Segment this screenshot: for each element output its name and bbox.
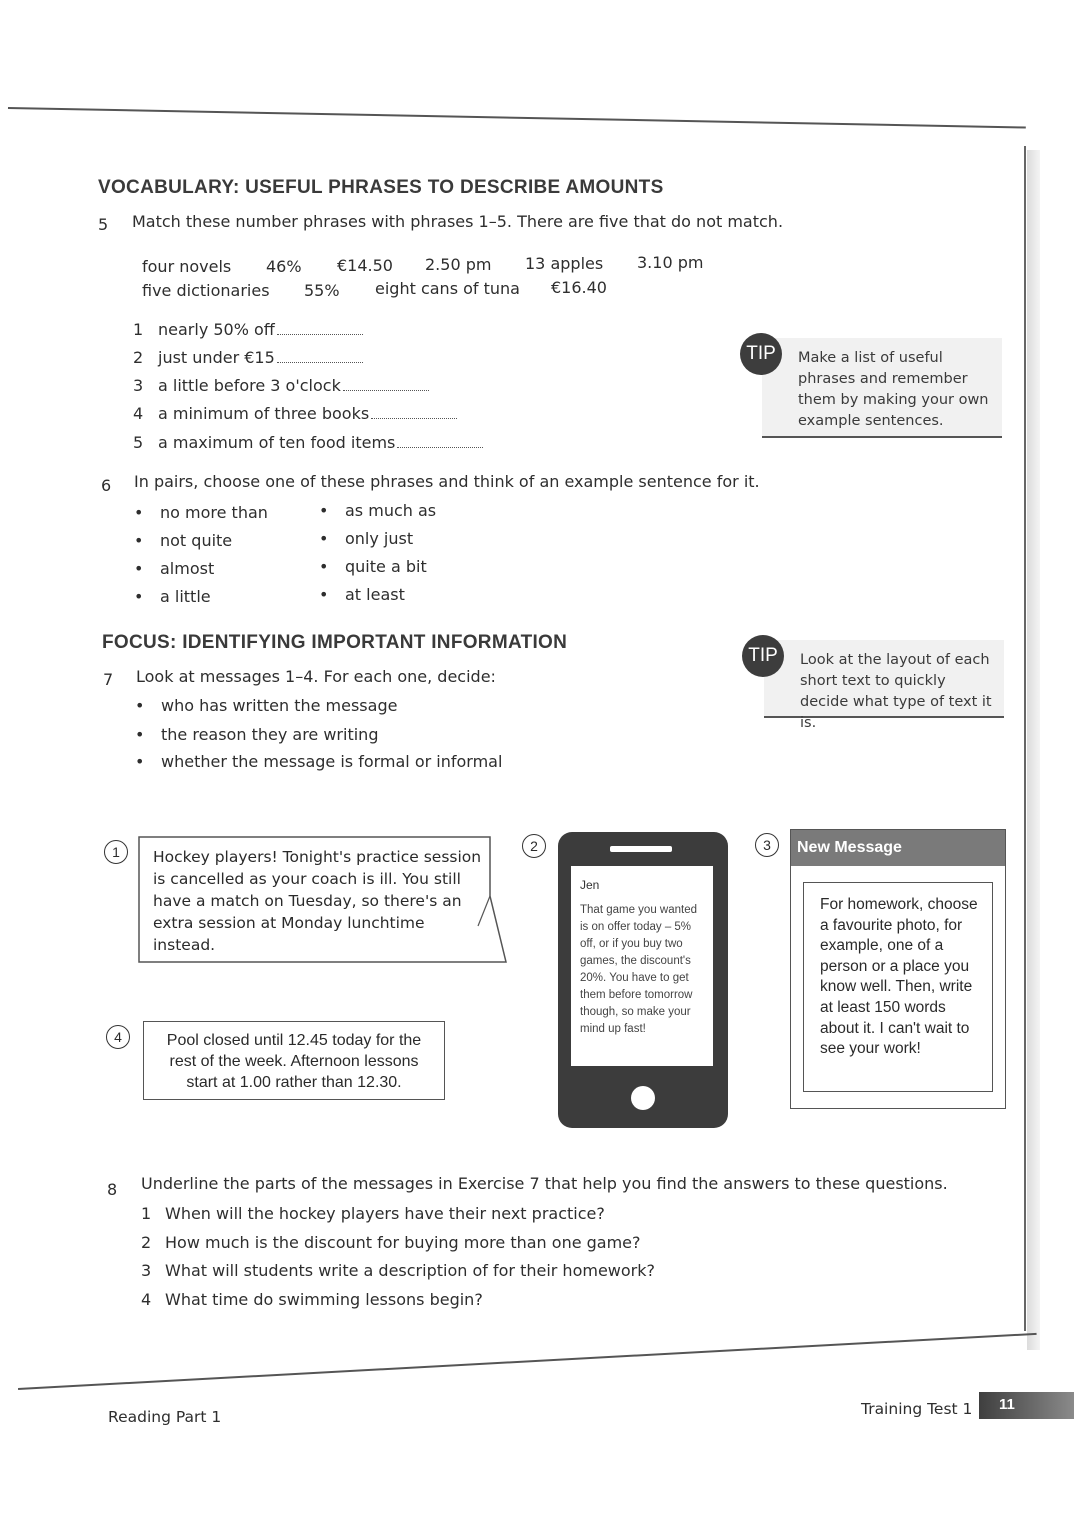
item-number: 5 <box>133 433 144 452</box>
bullet-item: • who has written the message <box>135 696 398 715</box>
tip-text: Make a list of useful phrases and remember them by making your own example sentences. <box>798 350 989 429</box>
ex5-instruction: Match these number phrases with phrases 1–5. There are five that do not match. <box>132 212 784 231</box>
question-number: 3 <box>141 1261 152 1280</box>
question-item <box>141 1290 483 1309</box>
vocabulary-heading: VOCABULARY: USEFUL PHRASES TO DESCRIBE AMOUNTS <box>98 177 664 198</box>
bullet-item: • the reason they are writing <box>135 725 379 744</box>
ex6-instruction: In pairs, choose one of these phrases and think of an example sentence for it. <box>134 472 760 491</box>
footer-left: Reading Part 1 <box>108 1408 222 1426</box>
phrase: 3.10 pm <box>637 253 704 272</box>
message-number: 3 <box>755 833 779 857</box>
footer-right: Training Test 1 <box>861 1400 973 1418</box>
list-item <box>133 404 457 423</box>
question-item <box>141 1261 655 1280</box>
question-text: What time do swimming lessons begin? <box>165 1290 483 1309</box>
message-body <box>803 882 993 1092</box>
bottom-rule <box>18 1333 1037 1390</box>
item-number: 4 <box>133 404 144 423</box>
message-note <box>138 836 508 964</box>
question-text: When will the hockey players have their next practice? <box>165 1204 605 1223</box>
phrase: 13 apples <box>525 254 604 273</box>
page-number: 11 <box>999 1396 1015 1413</box>
message-text: Pool closed until 12.45 today for the rest of the week. Afternoon lessons start at 1.00 rather than 12.30. <box>166 1032 422 1091</box>
bullet-text: no more than <box>160 503 268 522</box>
right-shadow <box>1027 150 1040 1350</box>
item-number: 2 <box>133 348 144 367</box>
phrase: 55% <box>304 281 340 300</box>
top-rule <box>8 107 1026 129</box>
bullet-text: whether the message is formal or informal <box>161 752 503 771</box>
phrase: five dictionaries <box>142 281 270 300</box>
answer-blank[interactable] <box>343 380 429 391</box>
bullet-item: • a little <box>134 587 211 606</box>
ex7-instruction: Look at messages 1–4. For each one, decide: <box>136 667 496 686</box>
phrase: four novels <box>142 257 232 276</box>
bullet-text: who has written the message <box>161 696 398 715</box>
question-item <box>141 1204 605 1223</box>
item-text: a little before 3 o'clock <box>158 376 341 395</box>
tip-badge: TIP <box>742 635 784 677</box>
list-item <box>133 320 363 339</box>
bullet-text: as much as <box>345 501 437 520</box>
message-text: For homework, choose a favourite photo, for example, one of a person or a place you know well. Then, write at least 150 words about it. I can't wait to see your work! <box>820 896 978 1058</box>
list-item <box>133 376 429 395</box>
bullet-item: • whether the message is formal or informal <box>135 752 503 771</box>
bullet-text: quite a bit <box>345 557 427 576</box>
bullet-text: at least <box>345 585 405 604</box>
bullet-text: only just <box>345 529 414 548</box>
phrase: €14.50 <box>337 256 393 275</box>
tip-box <box>764 640 1004 731</box>
bullet-text: the reason they are writing <box>161 725 379 744</box>
item-text: nearly 50% off <box>158 320 275 339</box>
answer-blank[interactable] <box>277 352 363 363</box>
list-item <box>133 348 363 367</box>
message-text: Hockey players! Tonight's practice session is cancelled as your coach is ill. You still have a match on Tuesday, so there's an extra session at Monday lunchtime instead. <box>153 848 482 954</box>
item-text: a minimum of three books <box>158 404 370 423</box>
ex7-number: 7 <box>103 670 114 689</box>
ex6-number: 6 <box>101 476 112 495</box>
message-number: 4 <box>106 1025 130 1049</box>
phone-speaker <box>610 846 672 852</box>
right-rule <box>1024 146 1026 1331</box>
phone <box>558 832 728 1128</box>
tip-box <box>762 338 1002 438</box>
message-number: 2 <box>522 834 546 858</box>
question-text: How much is the discount for buying more than one game? <box>165 1233 641 1252</box>
tip-text: Look at the layout of each short text to quickly decide what type of text it is. <box>800 652 992 731</box>
phrase: 2.50 pm <box>425 255 492 274</box>
home-button[interactable] <box>631 1086 655 1110</box>
message-notice <box>143 1021 445 1100</box>
bullet-item: • almost <box>134 559 215 578</box>
bullet-item: • only just <box>319 529 414 548</box>
phrase: eight cans of tuna <box>375 279 520 298</box>
focus-heading: FOCUS: IDENTIFYING IMPORTANT INFORMATION <box>102 632 568 653</box>
bullet-item: • quite a bit <box>319 557 427 576</box>
answer-blank[interactable] <box>371 408 457 419</box>
answer-blank[interactable] <box>277 324 363 335</box>
phone-screen <box>571 866 713 1066</box>
item-number: 3 <box>133 376 144 395</box>
message-sender: Jen <box>580 878 600 892</box>
bullet-text: almost <box>160 559 215 578</box>
question-number: 4 <box>141 1290 152 1309</box>
ex5-number: 5 <box>98 215 109 234</box>
item-text: a maximum of ten food items <box>158 433 396 452</box>
bullet-item: • as much as <box>319 501 437 520</box>
ex8-number: 8 <box>107 1180 118 1199</box>
bullet-text: not quite <box>160 531 233 550</box>
message-number: 1 <box>104 840 128 864</box>
question-number: 2 <box>141 1233 152 1252</box>
question-text: What will students write a description of for their homework? <box>165 1261 655 1280</box>
message-text: That game you wanted is on offer today – 5% off, or if you buy two games, the discount's 20%. You have to get them before tomorrow though, so make your mind up fast! <box>580 904 697 1035</box>
item-number: 1 <box>133 320 144 339</box>
ex8-instruction: Underline the parts of the messages in Exercise 7 that help you find the answers to these questions. <box>141 1174 948 1193</box>
bullet-text: a little <box>160 587 211 606</box>
bullet-item: • not quite <box>134 531 233 550</box>
phrase: 46% <box>266 257 302 276</box>
tip-badge: TIP <box>740 333 782 375</box>
answer-blank[interactable] <box>397 437 483 448</box>
list-item <box>133 433 483 452</box>
question-number: 1 <box>141 1204 152 1223</box>
new-message-window <box>790 829 1006 1109</box>
question-item <box>141 1233 641 1252</box>
page-number-tab <box>979 1392 1074 1419</box>
item-text: just under €15 <box>158 348 275 367</box>
bullet-item: • at least <box>319 585 405 604</box>
window-header: New Message <box>791 830 1005 866</box>
bullet-item: • no more than <box>134 503 268 522</box>
phrase: €16.40 <box>551 278 607 297</box>
